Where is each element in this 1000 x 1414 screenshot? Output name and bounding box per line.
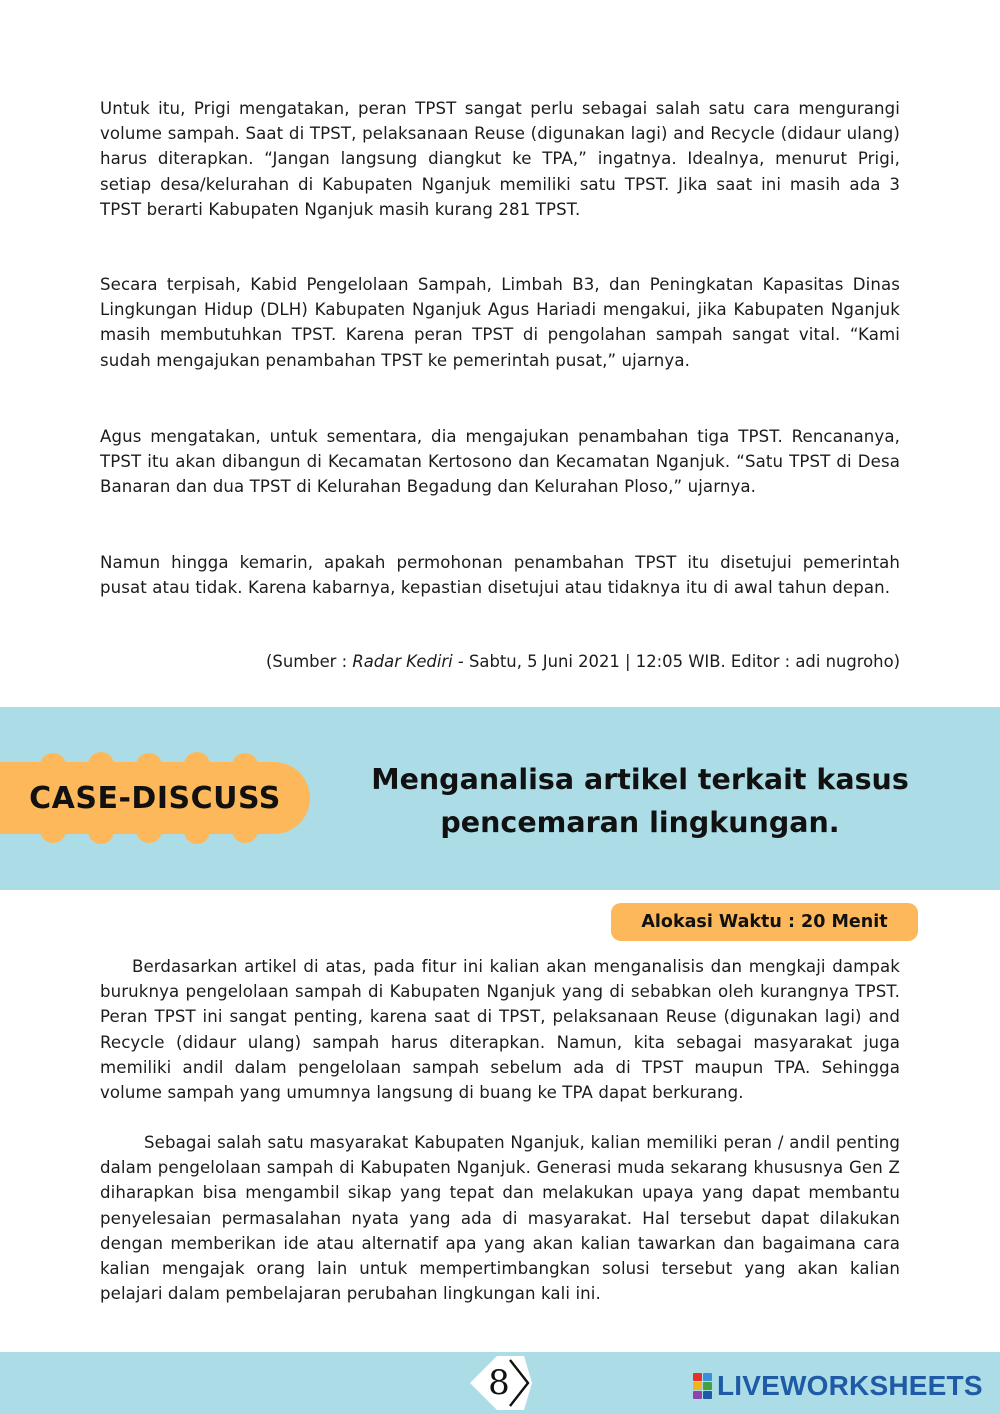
task-paragraph-1: Berdasarkan artikel di atas, pada fitur ini kalian akan menganalisis dan mengkaji dampak buruknya pengelolaan sampah di Kabupaten Nganjuk yang di sebabkan oleh kurangnya TPST. Peran TPST ini sangat penting, karena saat di TPST, pelaksanaan Reuse (digunakan lagi) and Recycle (didaur ulang) sampah harus diterapkan. Namun, kita sebagai masyarakat juga memiliki andil dalam pengelolaan sampah sebelum ada di TPST maupun TPA. Sehingga volume sampah yang umumnya langsung di buang ke TPA dapat berkurang. [100, 957, 900, 1103]
case-discuss-label: CASE-DISCUSS [29, 780, 281, 816]
task-paragraph-2: Sebagai salah satu masyarakat Kabupaten Nganjuk, kalian memiliki peran / andil penting dalam pengelolaan sampah di Kabupaten Nganjuk. Generasi muda sekarang khususnya Gen Z diharapkan bisa mengambil sikap yang tepat dan melakukan upaya yang dapat membantu penyelesaian permasalahan nyata yang ada di masyarakat. Hal tersebut dapat dilakukan dengan memberikan ide atau alternatif apa yang akan kalian tawarkan dan bagaimana cara kalian mengajak orang lain untuk mempertimbangkan solusi tersebut yang akan kalian pelajari dalam pembelajaran perubahan lingkungan kali ini. [100, 1133, 900, 1304]
liveworksheets-logo[interactable] [693, 1366, 993, 1406]
liveworksheets-wordmark: LIVEWORKSHEETS [717, 1370, 983, 1401]
article-paragraph-4: Namun hingga kemarin, apakah permohonan penambahan TPST itu disetujui pemerintah pusat atau tidak. Karena kabarnya, kepastian disetujui atau tidaknya itu di awal tahun depan. [100, 553, 900, 598]
case-discuss-badge [0, 762, 310, 834]
time-allocation-badge: Alokasi Waktu : 20 Menit [611, 903, 918, 941]
section-title [355, 758, 925, 844]
article-paragraph-2: Secara terpisah, Kabid Pengelolaan Sampah, Limbah B3, dan Peningkatan Kapasitas Dinas Lingkungan Hidup (DLH) Kabupaten Nganjuk Agus Hariadi mengakui, jika Kabupaten Nganjuk masih membutuhkan TPST. Karena peran TPST di pengolahan sampah sangat vital. “Kami sudah mengajukan penambahan TPST ke pemerintah pusat,” ujarnya. [100, 275, 900, 370]
source-prefix: (Sumber : [266, 652, 353, 671]
page-number: 8 [488, 1363, 510, 1403]
section-title-line-1: Menganalisa artikel terkait kasus [371, 763, 909, 796]
page-number-badge [466, 1354, 532, 1412]
source-suffix: - Sabtu, 5 Juni 2021 | 12:05 WIB. Editor : adi nugroho) [452, 652, 900, 671]
section-title-line-2: pencemaran lingkungan. [440, 806, 840, 839]
source-publication: Radar Kediri [352, 652, 453, 671]
liveworksheets-cubes-icon [693, 1373, 713, 1399]
article-paragraph-1: Untuk itu, Prigi mengatakan, peran TPST sangat perlu sebagai salah satu cara mengurangi volume sampah. Saat di TPST, pelaksanaan Reuse (digunakan lagi) and Recycle (didaur ulang) harus diterapkan. “Jangan langsung diangkut ke TPA,” ingatnya. Idealnya, menurut Prigi, setiap desa/kelurahan di Kabupaten Nganjuk memiliki satu TPST. Jika saat ini masih ada 3 TPST berarti Kabupaten Nganjuk masih kurang 281 TPST. [100, 99, 900, 219]
source-citation [100, 651, 900, 673]
article-paragraph-3: Agus mengatakan, untuk sementara, dia mengajukan penambahan tiga TPST. Rencananya, TPST itu akan dibangun di Kecamatan Kertosono dan Kecamatan Nganjuk. “Satu TPST di Desa Banaran dan dua TPST di Kelurahan Begadung dan Kelurahan Ploso,” ujarnya. [100, 427, 900, 497]
